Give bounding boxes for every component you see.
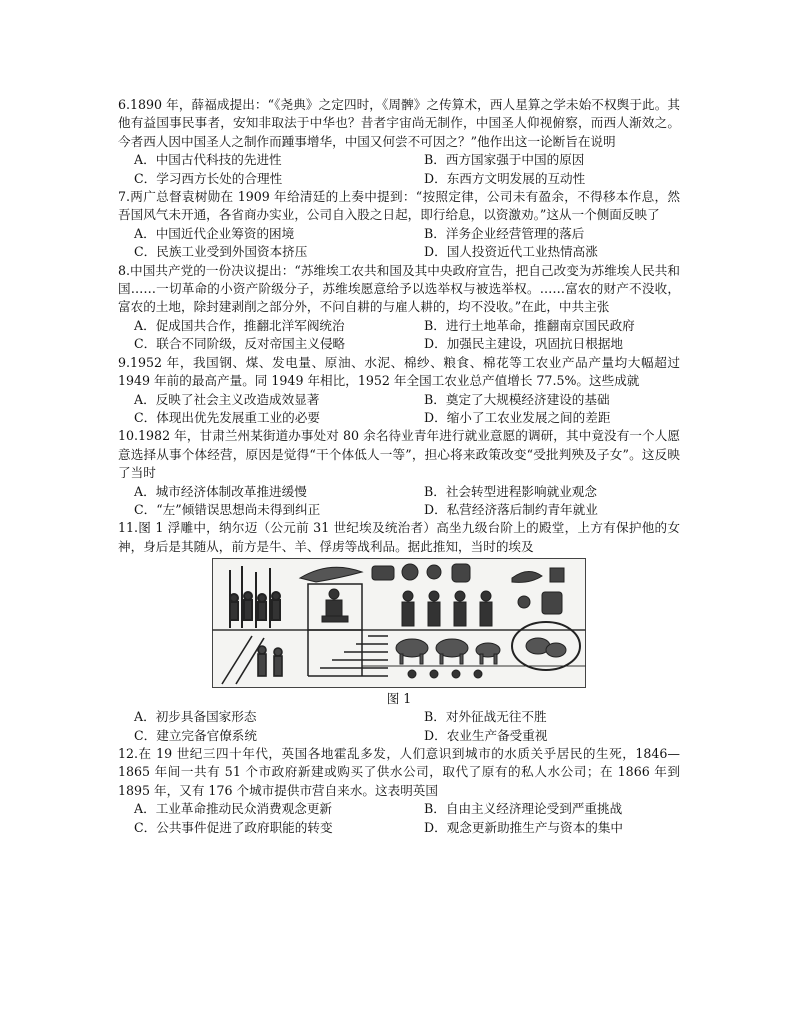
question-9-option-a[interactable]: A．反映了社会主义改造成效显著 <box>134 391 320 407</box>
question-11-option-b[interactable]: B．对外征战无往不胜 <box>424 709 547 725</box>
question-10-option-a[interactable]: A．城市经济体制改革推进缓慢 <box>134 483 307 499</box>
question-6-stem: 6.1890 年，薛福成提出：“《尧典》之定四时，《周髀》之传算术，西人星算之学未始不权舆于此。其他有益国事民事者，安知非取法于中华也？昔者宇宙尚无制作，中国圣人仰视俯察，而西人渐效之。今者西人因中国圣人之制作而踵事增华，中国又何尝不可因之？”他作出这一论断旨在说明 <box>118 97 680 149</box>
question-8-option-d[interactable]: D．加强民主建设，巩固抗日根据地 <box>424 336 624 352</box>
question-12-option-b[interactable]: B．自由主义经济理论受到严重挑战 <box>424 801 623 817</box>
question-9-option-d[interactable]: D．缩小了工农业发展之间的差距 <box>424 409 611 425</box>
question-9-option-c[interactable]: C．体现出优先发展重工业的必要 <box>134 409 320 425</box>
question-12-stem: 12.在 19 世纪三四十年代，英国各地霍乱多发，人们意识到城市的水质关乎居民的生死，1846—1865 年间一共有 51 个市政府新建或购买了供水公司，取代了原有的私人水公司；在 1866 年到 1895 年，又有 176 个城市提供市营自来水。这表明英国 <box>118 745 680 798</box>
figure-1-caption: 图 1 <box>386 691 412 707</box>
question-7-option-b[interactable]: B．洋务企业经营管理的落后 <box>424 225 585 241</box>
question-7-option-a[interactable]: A．中国近代企业筹资的困境 <box>134 225 295 241</box>
question-11-option-c[interactable]: C．建立完备官僚系统 <box>134 727 257 743</box>
question-6-option-a[interactable]: A．中国古代科技的先进性 <box>134 152 282 168</box>
question-10-options <box>118 483 680 520</box>
question-7-option-d[interactable]: D．国人投资近代工业热情高涨 <box>424 244 598 260</box>
question-11-option-a[interactable]: A．初步具备国家形态 <box>134 709 257 725</box>
question-9-option-b[interactable]: B．奠定了大规模经济建设的基础 <box>424 391 610 407</box>
question-8-option-b[interactable]: B．进行土地革命，推翻南京国民政府 <box>424 317 635 333</box>
question-8-option-c[interactable]: C．联合不同阶级，反对帝国主义侵略 <box>134 336 346 352</box>
question-11-option-d[interactable]: D．农业生产备受重视 <box>424 727 548 743</box>
question-7-stem: 7.两广总督袁树勋在 1909 年给清廷的上奏中提到：“按照定律，公司未有盈余，不得移本作息，然吾国风气未开通，各省商办实业，公司自入股之日起，即行给息，以资激劝。”这从一个侧面反映了 <box>118 189 680 223</box>
question-12-option-c[interactable]: C．公共事件促进了政府职能的转变 <box>134 819 333 835</box>
question-7-option-c[interactable]: C．民族工业受到外国资本挤压 <box>134 244 308 260</box>
question-6-option-d[interactable]: D．东西方文明发展的互动性 <box>424 170 586 186</box>
question-10-option-d[interactable]: D．私营经济落后制约青年就业 <box>424 501 598 517</box>
question-6-option-b[interactable]: B．西方国家强于中国的原因 <box>424 152 585 168</box>
question-9-options <box>118 391 680 428</box>
question-8-option-a[interactable]: A．促成国共合作，推翻北洋军阀统治 <box>134 317 345 333</box>
question-10-option-c[interactable]: C．“左”倾错误思想尚未得到纠正 <box>134 501 321 517</box>
question-7-options <box>118 225 680 262</box>
question-8-stem: 8.中国共产党的一份决议提出：“苏维埃工农共和国及其中央政府宣告，把自己改变为苏维埃人民共和国……一切革命的小资产阶级分子，苏维埃愿意给予以选举权与被选举权。……富农的财产不没收，富农的土地，除封建剥削之部分外，不问自耕的与雇人耕的，均不没收。”在此，中共主张 <box>118 262 680 315</box>
question-11-options <box>118 708 680 745</box>
question-6-option-c[interactable]: C．学习西方长处的合理性 <box>134 170 283 186</box>
figure-1-relief <box>212 558 586 688</box>
question-10-stem: 10.1982 年，甘肃兰州某街道办事处对 80 余名待业青年进行就业意愿的调研，其中竟没有一个人愿意选择从事个体经营，原因是觉得“干个体低人一等”，担心将来政策改变“受批判殃及子女”。这反映了当时 <box>118 428 680 481</box>
question-9-stem: 9.1952 年，我国钢、煤、发电量、原油、水泥、棉纱、粮食、棉花等工农业产品产量均大幅超过 1949 年前的最高产量。同 1949 年相比，1952 年全国工农业总产值增长 77.5%。这些成就 <box>118 354 680 389</box>
question-12-option-a[interactable]: A．工业革命推动民众消费观念更新 <box>134 801 333 817</box>
question-6-options <box>118 151 680 188</box>
question-8-options <box>118 317 680 354</box>
question-11-stem: 11.图 1 浮雕中，纳尔迈（公元前 31 世纪埃及统治者）高坐九级台阶上的殿堂，上方有保护他的女神，身后是其随从，前方是牛、羊、俘虏等战利品。据此推知，当时的埃及 <box>118 520 680 554</box>
question-12-options <box>118 800 680 837</box>
question-10-option-b[interactable]: B．社会转型进程影响就业观念 <box>424 483 597 499</box>
exam-page <box>118 96 680 837</box>
question-12-option-d[interactable]: D．观念更新助推生产与资本的集中 <box>424 819 624 835</box>
narmer-relief-illustration <box>212 558 586 688</box>
